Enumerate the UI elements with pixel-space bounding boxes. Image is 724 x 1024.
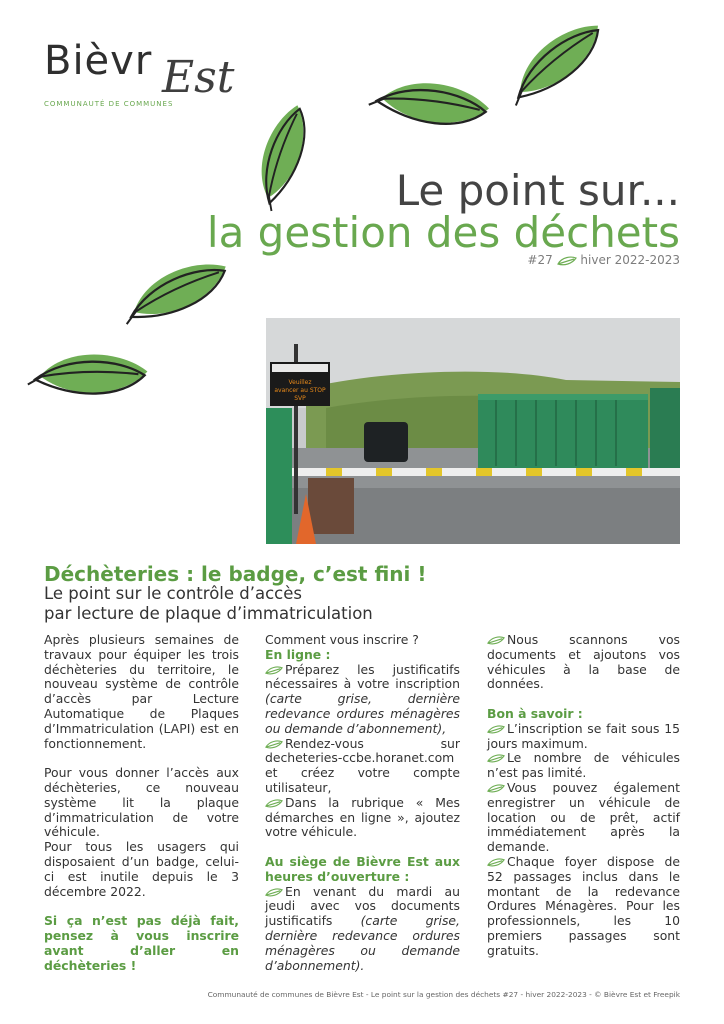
- paragraph: Pour tous les usagers qui disposaient d’un badge, celui-ci est inutile depuis le 3 décembre 2022.: [44, 839, 239, 899]
- article-column-2: [265, 633, 460, 973]
- leaf-icon: [497, 18, 613, 105]
- list-item-text: Le nombre de véhicules n’est pas limité.: [487, 750, 680, 781]
- article-subheading: [44, 584, 464, 624]
- leaf-icon: [238, 101, 324, 211]
- list-item-text: Chaque foyer dispose de 52 passages inclus dans le montant de la redevance Ordures Ménagères. Pour les professionnels, les 10 premiers passages sont gratuits.: [487, 853, 680, 958]
- list-item-text: Rendez-vous sur decheteries-ccbe.horanet.com et créez votre compte utilisateur,: [265, 735, 460, 795]
- section-title-online: En ligne :: [265, 646, 331, 662]
- leaf-outline-icon: [487, 725, 505, 734]
- leaf-outline-icon: [487, 784, 505, 793]
- issue-season: hiver 2022-2023: [580, 253, 680, 267]
- section-title-good-to-know: Bon à savoir :: [487, 705, 583, 721]
- list-item-text: Dans la rubrique « Mes démarches en ligne », ajoutez votre véhicule.: [265, 794, 460, 840]
- call-to-action: Si ça n’est pas déjà fait, pensez à vous inscrire avant d’aller en déchèteries !: [44, 913, 239, 973]
- list-item: [487, 855, 680, 959]
- list-item: [265, 737, 460, 796]
- article-column-1: [44, 633, 239, 973]
- logo-est-text: Est: [162, 52, 235, 103]
- leaf-icon: [28, 343, 149, 405]
- list-item: [487, 751, 680, 781]
- list-item-text: L’inscription se fait sous 15 jours maximum.: [487, 720, 680, 751]
- leaf-outline-icon: [265, 740, 283, 749]
- svg-text:Veuillez: Veuillez: [288, 379, 312, 386]
- list-item: [487, 722, 680, 752]
- leaf-outline-icon: [265, 666, 283, 675]
- list-item: [265, 663, 460, 737]
- article-subheading-line2: par lecture de plaque d’immatriculation: [44, 604, 373, 623]
- list-item: [487, 633, 680, 692]
- issue-number: #27: [527, 253, 553, 267]
- logo-subtitle: COMMUNAUTÉ DE COMMUNES: [44, 100, 174, 108]
- list-item-text: Préparez les justificatifs nécessaires à votre inscription: [265, 661, 460, 692]
- list-item: [265, 796, 460, 840]
- recycling-center-photo: [266, 318, 680, 544]
- leaf-outline-icon: [487, 858, 505, 867]
- leaf-outline-icon: [487, 754, 505, 763]
- article-column-3: [487, 633, 680, 959]
- page-footer: Communauté de communes de Bièvre Est - Le point sur la gestion des déchets #27 - hiver 2022-2023 - © Bièvre Est et Freepik: [207, 990, 680, 999]
- paragraph: Pour vous donner l’accès aux déchèteries, ce nouveau système lit la plaque d’immatriculation de votre véhicule.: [44, 765, 239, 840]
- article-subheading-line1: Le point sur le contrôle d’accès: [44, 584, 302, 603]
- list-item-note: (carte grise, dernière redevance ordures ménagères ou demande d’abonnement),: [265, 691, 460, 736]
- page-title-line1: Le point sur...: [395, 166, 680, 215]
- paragraph: Comment vous inscrire ?: [265, 632, 419, 647]
- svg-text:avancer au STOP: avancer au STOP: [274, 387, 326, 394]
- logo-text: Bièvr: [44, 38, 153, 84]
- leaf-icon: [369, 64, 492, 140]
- leaf-outline-icon: [265, 799, 283, 808]
- svg-text:SVP: SVP: [294, 395, 306, 402]
- leaf-outline-icon: [557, 256, 577, 266]
- list-item-text: En venant du mardi au jeudi avec vos documents justificatifs: [265, 883, 460, 929]
- paragraph: Après plusieurs semaines de travaux pour équiper les trois déchèteries du territoire, le nouveau système de contrôle d’accès par Lecture Automatique de Plaques d’Immatriculation (LAPI) est en fonctionnement.: [44, 632, 239, 751]
- page-title-line2: la gestion des déchets: [206, 208, 680, 257]
- list-item: [265, 885, 460, 974]
- list-item-note: (carte grise, dernière redevance ordures ménagères ou demande d’abonnement).: [265, 913, 460, 973]
- issue-info: [527, 253, 680, 267]
- list-item: [487, 781, 680, 855]
- leaf-outline-icon: [487, 636, 505, 645]
- leaf-outline-icon: [265, 888, 283, 897]
- leaf-icon: [117, 258, 234, 324]
- section-title-office: Au siège de Bièvre Est aux heures d’ouverture :: [265, 853, 460, 884]
- article-heading: Déchèteries : le badge, c’est fini !: [44, 562, 427, 586]
- list-item-text: Vous pouvez également enregistrer un véhicule de location ou de prêt, actif immédiatement après la demande.: [487, 779, 680, 855]
- list-item-text: Nous scannons vos documents et ajoutons vos véhicules à la base de données.: [487, 632, 680, 692]
